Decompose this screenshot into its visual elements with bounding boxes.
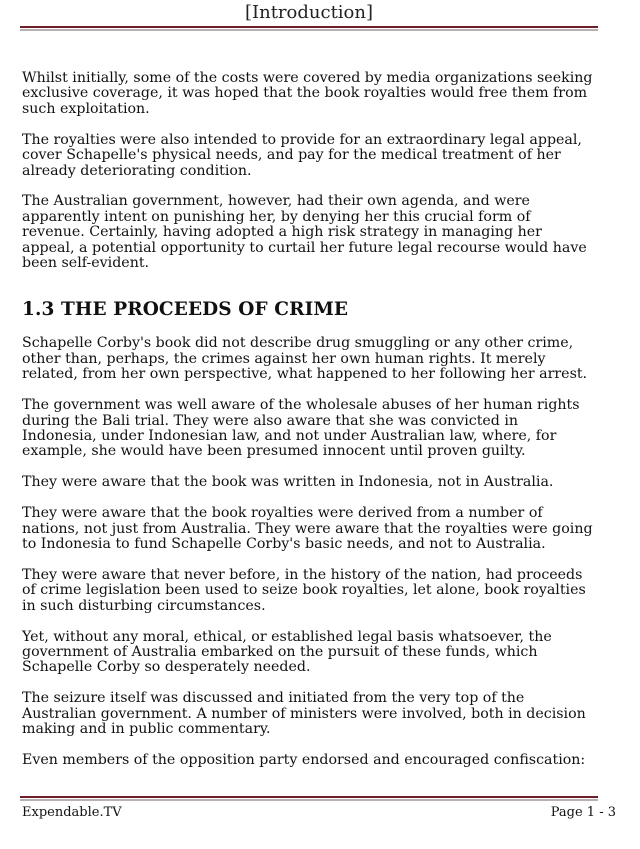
- section-heading: 1.3 THE PROCEEDS OF CRIME: [22, 299, 349, 321]
- document-body: [22, 71, 596, 784]
- paragraph: They were aware that the book royalties were derived from a number of nations, not just from Australia. They were aware that the royalties were going to Indonesia to fund Schapelle Corby's basic needs, and not to Australia.: [22, 505, 593, 553]
- paragraph: The seizure itself was discussed and initiated from the very top of the Australian government. A number of ministers were involved, both in decision making and in public commentary.: [22, 690, 586, 738]
- paragraph: Even members of the opposition party endorsed and encouraged confiscation:: [22, 752, 586, 769]
- page-header-title: [Introduction]: [244, 2, 374, 23]
- footer-page-number: Page 1 - 3: [550, 805, 616, 820]
- paragraph: Yet, without any moral, ethical, or established legal basis whatsoever, the government of Australia embarked on the pursuit of these funds, which Schapelle Corby so desperately needed.: [22, 628, 552, 676]
- paragraph: They were aware that never before, in the history of the nation, had proceeds of crime legislation been used to seize book royalties, let alone, book royalties in such disturbing circumstances.: [22, 566, 586, 614]
- paragraph: They were aware that the book was written in Indonesia, not in Australia.: [22, 474, 554, 491]
- paragraph: The government was well aware of the wholesale abuses of her human rights during the Bali trial. They were also aware that she was convicted in Indonesia, under Indonesian law, and not under Australian law, where, for example, she would have been presumed innocent until proven guilty.: [22, 397, 580, 460]
- paragraph: The Australian government, however, had their own agenda, and were apparently intent on punishing her, by denying her this crucial form of revenue. Certainly, having adopted a high risk strategy in managing her appeal, a potential opportunity to curtail her future legal recourse would have been self-evident.: [22, 193, 587, 272]
- paragraph: Schapelle Corby's book did not describe drug smuggling or any other crime, other than, perhaps, the crimes against her own human rights. It merely related, from her own perspective, what happened to her following her arrest.: [22, 335, 588, 383]
- footer-site-name: Expendable.TV: [22, 805, 122, 820]
- paragraph: The royalties were also intended to provide for an extraordinary legal appeal, cover Schapelle's physical needs, and pay for the medical treatment of her already deteriorating condition.: [22, 131, 582, 179]
- footer-divider: [20, 796, 598, 798]
- header-divider: [20, 26, 598, 28]
- paragraph: Whilst initially, some of the costs were covered by media organizations seeking exclusive coverage, it was hoped that the book royalties would free them from such exploitation.: [22, 70, 593, 117]
